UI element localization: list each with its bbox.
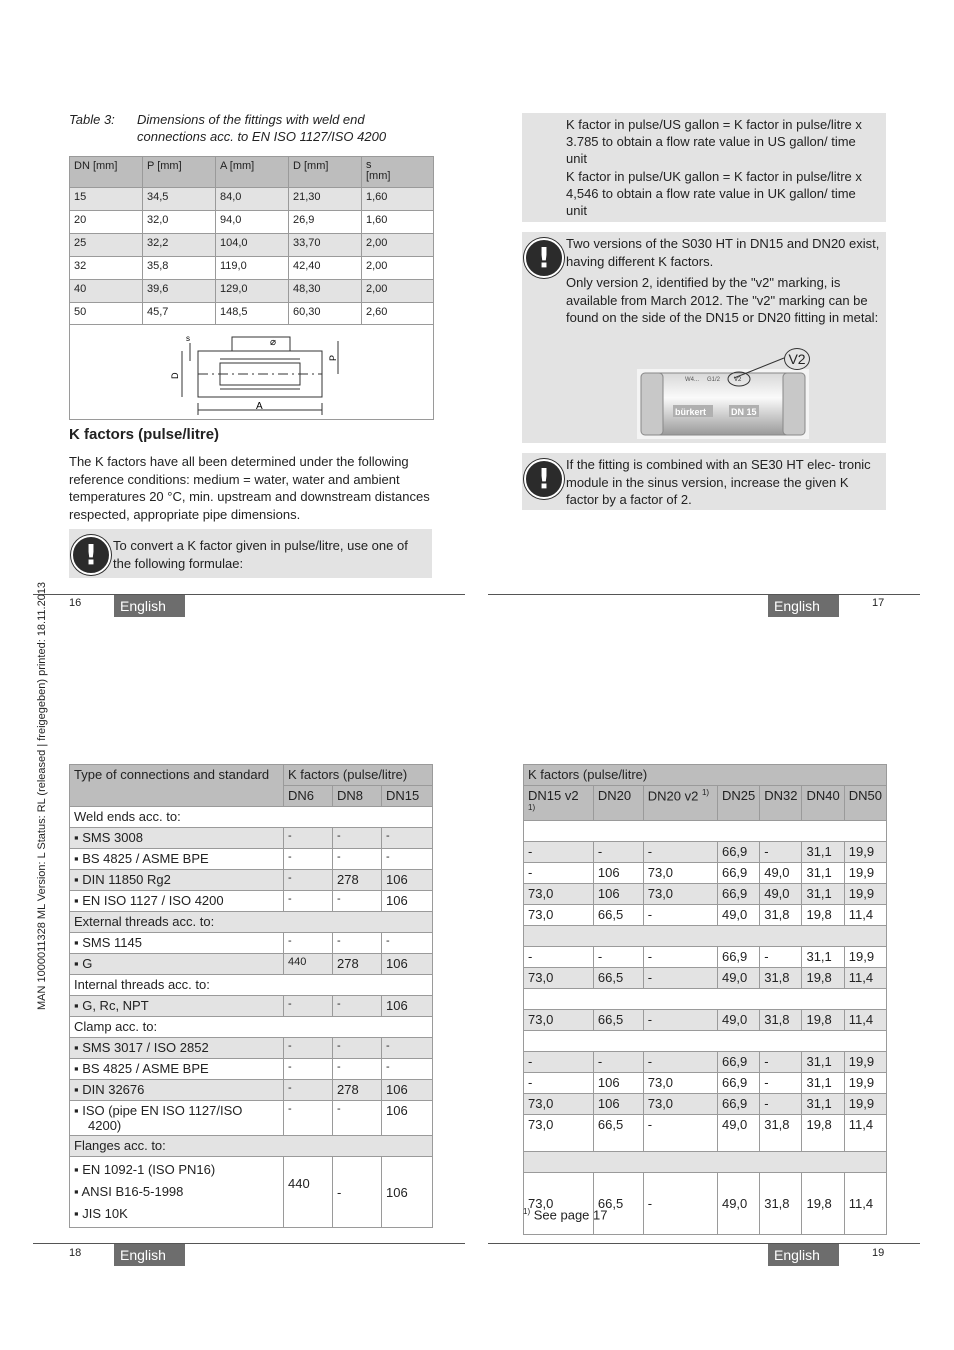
- table-caption: [69, 111, 115, 128]
- cell: 278: [333, 1080, 382, 1101]
- cell: -: [284, 891, 333, 912]
- table-title-line-2: connections acc. to EN ISO 1127/ISO 4200: [137, 129, 387, 144]
- cell: -: [333, 828, 382, 849]
- cell: 73,0: [643, 884, 717, 905]
- footnote: [523, 1207, 607, 1222]
- cell: 39,6: [143, 280, 216, 303]
- section-row: [70, 912, 433, 933]
- fitting-drawing: [70, 325, 433, 419]
- cell: 49,0: [717, 1173, 759, 1235]
- cell: ▪ G, Rc, NPT: [70, 996, 284, 1017]
- cell: 40: [70, 280, 143, 303]
- footer-rule: [488, 1243, 920, 1244]
- header-dn32: DN32: [760, 786, 802, 821]
- header-dn6: DN6: [284, 786, 333, 807]
- language-badge: English: [114, 595, 185, 617]
- cell: 19,9: [844, 947, 886, 968]
- table-row: [70, 828, 433, 849]
- header-label: DN15 v2: [528, 788, 579, 803]
- cell: 106: [382, 996, 433, 1017]
- language-badge: English: [114, 1244, 185, 1266]
- section-spacer: [524, 1031, 887, 1052]
- cell: -: [643, 1115, 717, 1152]
- table-row: [524, 1073, 887, 1094]
- warning-text-2: Only version 2, identified by the "v2" marking, is available from March 2012. The "v2" marking can be found on the side of the DN15 or DN20 fitting in metal:: [566, 275, 879, 325]
- cell: 35,8: [143, 257, 216, 280]
- header-s-unit: [mm]: [366, 170, 391, 182]
- cell: 33,70: [289, 234, 362, 257]
- cell: 73,0: [524, 1010, 594, 1031]
- flange-item: ▪ ANSI B16-5-1998: [74, 1184, 184, 1199]
- table-row: [70, 1038, 433, 1059]
- cell: 104,0: [216, 234, 289, 257]
- table-label: Table 3:: [69, 112, 115, 127]
- cell: 66,9: [717, 863, 759, 884]
- cell: 278: [333, 870, 382, 891]
- intro-paragraph: The K factors have all been determined under the following reference conditions: medium = water, water and ambient temperatures 20 °C, min. upstream and downstream distances respected, appropriate pipe dimensions.: [69, 454, 430, 522]
- cell: 106: [382, 870, 433, 891]
- cell: 32: [70, 257, 143, 280]
- header-a: A [mm]: [216, 157, 289, 188]
- footer-rule: [488, 594, 920, 595]
- footnote-text: See page 17: [533, 1207, 608, 1223]
- cell: 19,8: [802, 1115, 844, 1152]
- table-row: [524, 1094, 887, 1115]
- cell: 66,9: [717, 1052, 759, 1073]
- cell: -: [284, 849, 333, 870]
- table-row: [70, 257, 434, 280]
- section-row: [524, 989, 887, 1010]
- cell: -: [284, 828, 333, 849]
- diagram-label-a: A: [256, 401, 263, 412]
- cell: 73,0: [524, 1115, 594, 1152]
- cell: -: [593, 947, 643, 968]
- table-header-row: [70, 765, 433, 786]
- dimensions-table: [69, 156, 434, 326]
- table-row: [524, 905, 887, 926]
- header-dn20: DN20: [593, 786, 643, 821]
- section-row: [70, 807, 433, 828]
- cell: 129,0: [216, 280, 289, 303]
- cell: 31,8: [760, 1010, 802, 1031]
- cell: -: [284, 933, 333, 954]
- cell: 31,1: [802, 1073, 844, 1094]
- diagram-label-p: P: [328, 354, 338, 361]
- cell: 49,0: [717, 1010, 759, 1031]
- cell: -: [643, 1010, 717, 1031]
- cell: -: [643, 968, 717, 989]
- cell: 73,0: [524, 1173, 594, 1235]
- table-row: [70, 234, 434, 257]
- cell: 31,1: [802, 1094, 844, 1115]
- cell: 73,0: [524, 968, 594, 989]
- cell: 48,30: [289, 280, 362, 303]
- cell: ▪ SMS 3017 / ISO 2852: [70, 1038, 284, 1059]
- section-spacer: [524, 1152, 887, 1173]
- section-heading: K factors (pulse/litre): [69, 426, 220, 443]
- table-row: [70, 280, 434, 303]
- flange-item: ▪ EN 1092-1 (ISO PN16): [74, 1162, 216, 1177]
- section-title: Flanges acc. to:: [70, 1136, 433, 1157]
- cell: -: [760, 1073, 802, 1094]
- section-title: Clamp acc. to:: [70, 1017, 433, 1038]
- cell: -: [524, 1052, 594, 1073]
- page-number: 16: [69, 597, 82, 609]
- cell: 106: [593, 863, 643, 884]
- cell: 45,7: [143, 303, 216, 326]
- cell: ▪ G: [70, 954, 284, 975]
- cell: 11,4: [844, 968, 886, 989]
- cell: 73,0: [524, 884, 594, 905]
- cell: -: [284, 1080, 333, 1101]
- cell: -: [524, 842, 594, 863]
- cell: 31,8: [760, 905, 802, 926]
- photo-brand: bürkert: [675, 407, 707, 417]
- table-row: [524, 1173, 887, 1235]
- cell: 32,0: [143, 211, 216, 234]
- cell: -: [524, 1073, 594, 1094]
- cell: -: [382, 933, 433, 954]
- table-header-row: [524, 786, 887, 821]
- cell: 49,0: [717, 1115, 759, 1152]
- cell: 49,0: [760, 863, 802, 884]
- exclamation-icon: !: [71, 535, 111, 575]
- cell: 73,0: [643, 1073, 717, 1094]
- header-p: P [mm]: [143, 157, 216, 188]
- cell: 20: [70, 211, 143, 234]
- cell: 66,5: [593, 905, 643, 926]
- cell: -: [524, 863, 594, 884]
- table-row: [524, 1115, 887, 1152]
- cell: ▪ ISO (pipe EN ISO 1127/ISO 4200): [70, 1101, 284, 1136]
- cell: 1,60: [362, 188, 434, 211]
- cell: -: [333, 849, 382, 870]
- diagram-label-diameter: ⌀: [270, 337, 277, 348]
- cell: 106: [382, 1101, 433, 1136]
- cell: 49,0: [717, 968, 759, 989]
- header-dn25: DN25: [717, 786, 759, 821]
- header-s-label: s: [366, 159, 372, 171]
- table-row: [524, 947, 887, 968]
- header-dn15v2: [524, 786, 594, 821]
- footnote-mark: 1): [701, 788, 710, 797]
- section-row: [524, 1152, 887, 1173]
- cell: -: [382, 1059, 433, 1080]
- note-box: [69, 529, 432, 578]
- cell: -: [643, 905, 717, 926]
- table-row: [70, 1157, 433, 1228]
- exclamation-icon: !: [524, 238, 564, 278]
- cell: 49,0: [760, 884, 802, 905]
- table-title-line-1: Dimensions of the fittings with weld end: [137, 112, 365, 127]
- cell: 106: [593, 1073, 643, 1094]
- photo-mark-1: W4...: [685, 377, 700, 383]
- connections-table: [69, 764, 433, 1228]
- section-title: External threads acc. to:: [70, 912, 433, 933]
- cell: -: [284, 1059, 333, 1080]
- table-row: [524, 884, 887, 905]
- cell: -: [333, 996, 382, 1017]
- cell: -: [643, 947, 717, 968]
- photo-mark-v2: V2: [734, 377, 742, 383]
- header-dn8: DN8: [333, 786, 382, 807]
- cell: 73,0: [524, 905, 594, 926]
- table-row: [524, 1052, 887, 1073]
- cell: 31,1: [802, 947, 844, 968]
- cell: 278: [333, 954, 382, 975]
- cell: -: [333, 1101, 382, 1136]
- diagram-label-s: s: [186, 334, 190, 343]
- cell: 31,1: [802, 842, 844, 863]
- footnote-mark: 1): [528, 803, 536, 812]
- language-badge: English: [768, 595, 839, 617]
- table-row: [70, 1101, 433, 1136]
- cell: -: [284, 996, 333, 1017]
- cell: -: [382, 849, 433, 870]
- header-label: DN20 v2: [647, 788, 699, 804]
- cell: -: [333, 1157, 382, 1228]
- cell: 106: [382, 1157, 433, 1228]
- cell: -: [333, 1059, 382, 1080]
- cell: ▪ DIN 32676: [70, 1080, 284, 1101]
- cell: 32,2: [143, 234, 216, 257]
- section-title: Weld ends acc. to:: [70, 807, 433, 828]
- cell: 1,60: [362, 211, 434, 234]
- cell: 2,00: [362, 234, 434, 257]
- section-row: [524, 1031, 887, 1052]
- table-row: [70, 849, 433, 870]
- cell: -: [760, 1052, 802, 1073]
- header-dn20v2: [643, 786, 717, 821]
- formula-us: K factor in pulse/US gallon = K factor in pulse/litre x 3.785 to obtain a flow rate value in US gallon/ time unit: [566, 117, 862, 166]
- cell: 15: [70, 188, 143, 211]
- formula-box: [522, 113, 886, 222]
- cell: 19,9: [844, 1073, 886, 1094]
- header-dn40: DN40: [802, 786, 844, 821]
- section-spacer: [524, 926, 887, 947]
- cell: 2,00: [362, 257, 434, 280]
- cell: 31,8: [760, 1115, 802, 1152]
- cell: 2,60: [362, 303, 434, 326]
- cell: 66,9: [717, 1094, 759, 1115]
- table-header-row: [70, 157, 434, 188]
- cell: -: [333, 933, 382, 954]
- cell: ▪ DIN 11850 Rg2: [70, 870, 284, 891]
- section-spacer: [524, 821, 887, 842]
- table-row: [524, 842, 887, 863]
- cell: 440: [284, 1157, 333, 1228]
- cell: 106: [382, 891, 433, 912]
- table-row: [70, 1059, 433, 1080]
- cell: 66,5: [593, 1115, 643, 1152]
- cell: 31,1: [802, 1052, 844, 1073]
- cell: 19,9: [844, 842, 886, 863]
- table-header-row: [524, 765, 887, 786]
- header-dn: DN [mm]: [70, 157, 143, 188]
- header-k-factors: K factors (pulse/litre): [524, 765, 887, 786]
- flange-item: ▪ JIS 10K: [74, 1206, 128, 1221]
- section-row: [524, 821, 887, 842]
- page-number: 18: [69, 1247, 82, 1259]
- cell: 106: [382, 1080, 433, 1101]
- table-row: [524, 968, 887, 989]
- cell: 19,8: [802, 1173, 844, 1235]
- document-id-sidebar: MAN 1000011328 ML Version: L Status: RL (released | freigegeben) printed: 18.11.2013: [36, 581, 48, 1010]
- header-dn15: DN15: [382, 786, 433, 807]
- cell: -: [760, 1094, 802, 1115]
- cell: 31,8: [760, 968, 802, 989]
- cell: 440: [284, 954, 333, 975]
- table-row: [70, 954, 433, 975]
- cell: -: [382, 828, 433, 849]
- cell: 19,8: [802, 968, 844, 989]
- cell: -: [593, 842, 643, 863]
- cell: 119,0: [216, 257, 289, 280]
- cell: 34,5: [143, 188, 216, 211]
- cell: 11,4: [844, 1173, 886, 1235]
- cell: 66,5: [593, 1010, 643, 1031]
- cell: 106: [382, 954, 433, 975]
- formula-uk: K factor in pulse/UK gallon = K factor in pulse/litre x 4,546 to obtain a flow rate value in UK gallon/ time unit: [566, 169, 862, 218]
- table-row: [70, 188, 434, 211]
- photo-mark-2: G1/2: [707, 377, 721, 383]
- cell: 2,00: [362, 280, 434, 303]
- warning-box-sinus: [522, 453, 886, 510]
- cell: 73,0: [643, 863, 717, 884]
- footer-rule: [33, 1243, 465, 1244]
- cell: -: [643, 1052, 717, 1073]
- cell: 106: [593, 1094, 643, 1115]
- footnote-mark: 1): [523, 1207, 531, 1216]
- fitting-drawing-frame: [69, 324, 434, 420]
- table-title: [137, 111, 386, 145]
- cell: 60,30: [289, 303, 362, 326]
- section-row: [524, 926, 887, 947]
- cell: 66,9: [717, 842, 759, 863]
- footer-rule: [33, 594, 465, 595]
- cell: 49,0: [717, 905, 759, 926]
- cell: 106: [593, 884, 643, 905]
- cell: 21,30: [289, 188, 362, 211]
- cell: -: [760, 842, 802, 863]
- section-row: [70, 1136, 433, 1157]
- section-row: [70, 1017, 433, 1038]
- cell: ▪ SMS 1145: [70, 933, 284, 954]
- header-k-factors: K factors (pulse/litre): [284, 765, 433, 786]
- language-badge: English: [768, 1244, 839, 1266]
- cell: -: [643, 842, 717, 863]
- cell: -: [284, 1038, 333, 1059]
- diagram-label-d: D: [170, 372, 180, 379]
- table-row: [70, 303, 434, 326]
- table-row: [70, 1080, 433, 1101]
- cell: 94,0: [216, 211, 289, 234]
- table-row: [70, 996, 433, 1017]
- cell: 19,9: [844, 863, 886, 884]
- exclamation-icon: !: [524, 459, 564, 499]
- cell: 31,1: [802, 863, 844, 884]
- cell: -: [382, 1038, 433, 1059]
- cell: ▪ EN ISO 1127 / ISO 4200: [70, 891, 284, 912]
- cell: 31,1: [802, 884, 844, 905]
- cell: 31,8: [760, 1173, 802, 1235]
- cell: 19,9: [844, 1094, 886, 1115]
- cell: 25: [70, 234, 143, 257]
- cell: 19,8: [802, 905, 844, 926]
- table-row: [524, 1010, 887, 1031]
- cell: 11,4: [844, 905, 886, 926]
- cell: 148,5: [216, 303, 289, 326]
- cell: 66,5: [593, 968, 643, 989]
- cell: 42,40: [289, 257, 362, 280]
- cell: 19,9: [844, 884, 886, 905]
- cell: 19,9: [844, 1052, 886, 1073]
- note-text: To convert a K factor given in pulse/litre, use one of the following formulae:: [113, 538, 408, 571]
- cell: 66,9: [717, 884, 759, 905]
- cell: ▪ SMS 3008: [70, 828, 284, 849]
- header-connection-type: Type of connections and standard: [70, 765, 284, 807]
- cell: 11,4: [844, 1115, 886, 1152]
- warning-text-sinus: If the fitting is combined with an SE30 HT elec- tronic module in the sinus version, increase the given K factor by a factor of 2.: [566, 457, 871, 507]
- cell: -: [524, 947, 594, 968]
- warning-box-versions: [522, 232, 886, 443]
- cell: -: [333, 891, 382, 912]
- table-row: [524, 863, 887, 884]
- cell: -: [760, 947, 802, 968]
- section-row: [70, 975, 433, 996]
- cell: 11,4: [844, 1010, 886, 1031]
- page-number: 17: [872, 597, 885, 609]
- table-row: [70, 870, 433, 891]
- cell: 66,9: [717, 1073, 759, 1094]
- cell: 50: [70, 303, 143, 326]
- warning-text-1: Two versions of the S030 HT in DN15 and DN20 exist, having different K factors.: [566, 236, 880, 269]
- photo-size: DN 15: [731, 407, 757, 417]
- header-dn50: DN50: [844, 786, 886, 821]
- k-factor-table-v2: [523, 764, 887, 1235]
- table-row: [70, 211, 434, 234]
- header-d: D [mm]: [289, 157, 362, 188]
- cell: 66,5: [593, 1173, 643, 1235]
- cell: -: [284, 870, 333, 891]
- cell: -: [333, 1038, 382, 1059]
- cell: 66,9: [717, 947, 759, 968]
- cell: 19,8: [802, 1010, 844, 1031]
- cell: 73,0: [643, 1094, 717, 1115]
- cell: ▪ BS 4825 / ASME BPE: [70, 1059, 284, 1080]
- section-title: Internal threads acc. to:: [70, 975, 433, 996]
- v2-callout: V2: [784, 348, 810, 370]
- cell: 26,9: [289, 211, 362, 234]
- table-row: [70, 933, 433, 954]
- section-spacer: [524, 989, 887, 1010]
- flange-standards: [70, 1157, 284, 1228]
- cell: -: [284, 1101, 333, 1136]
- cell: -: [643, 1173, 717, 1235]
- header-s: [362, 157, 434, 188]
- table-row: [70, 891, 433, 912]
- cell: -: [593, 1052, 643, 1073]
- page-number: 19: [872, 1247, 885, 1259]
- cell: 73,0: [524, 1094, 594, 1115]
- cell: 84,0: [216, 188, 289, 211]
- cell: ▪ BS 4825 / ASME BPE: [70, 849, 284, 870]
